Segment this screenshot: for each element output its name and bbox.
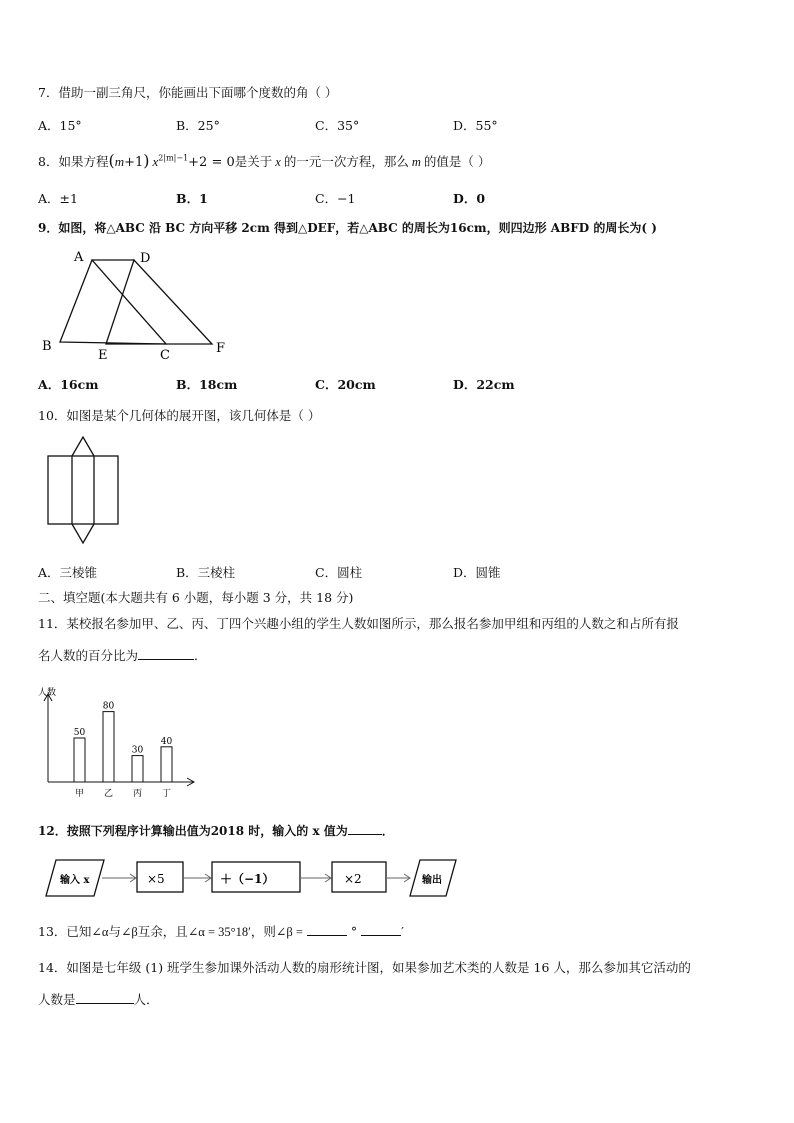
q13-minute-sign: ′ [401, 924, 404, 939]
q9-option-b: B．18cm [176, 377, 238, 392]
q14-answer-blank [76, 992, 134, 1004]
q8-eq-tail: +2 = 0 [188, 155, 235, 170]
q12-stem [38, 822, 394, 839]
q9-option-c: C．20cm [315, 377, 376, 392]
q8-eq-rparen: ) [143, 151, 150, 170]
q9-translation-figure [38, 246, 238, 366]
q8-option-b: B．1 [176, 191, 208, 206]
flow-times2-label: ×2 [344, 872, 362, 886]
q13-minute-blank [361, 924, 401, 936]
q14-line2 [38, 990, 159, 1008]
q8-var-m: m [411, 155, 421, 169]
q10-option-b: B．三棱柱 [176, 565, 236, 580]
net-top-triangle [72, 437, 94, 456]
chart-y-label: 人数 [38, 688, 57, 698]
q14-line2-text: 人数是 [38, 992, 76, 1007]
q11-line1: 11．某校报名参加甲、乙、丙、丁四个兴趣小组的学生人数如图所示，那么报名参加甲组和丙组的人数之和占所有报 [38, 616, 679, 631]
bar-value-label-3: 40 [160, 736, 173, 747]
q7-option-b: B．25° [176, 118, 220, 133]
q14-line1: 14．如图是七年级 (1) 班学生参加课外活动人数的扇形统计图，如果参加艺术类的人数是 16 人，那么参加其它活动的 [38, 960, 691, 975]
label-d: D [140, 251, 151, 266]
q8-stem-mid: 是关于 [234, 154, 273, 169]
q10-net-figure [44, 436, 124, 551]
q8-option-c: C．−1 [315, 191, 356, 206]
q12-flowchart [44, 856, 464, 900]
label-e: E [98, 348, 108, 363]
q8-var-x: x [275, 155, 281, 169]
q7-option-c: C．35° [315, 118, 360, 133]
q8-eq-x: x [152, 154, 159, 169]
q8-option-a: A．±1 [38, 191, 78, 206]
q10-option-a: A．三棱锥 [38, 565, 98, 580]
category-label-1: 乙 [103, 789, 114, 799]
q10-option-d: D．圆锥 [453, 565, 501, 580]
category-label-2: 丙 [132, 789, 143, 799]
q13-angle-beta: ∠β [120, 925, 138, 939]
q11-line2-end: ． [194, 648, 207, 663]
q12-stem-text: 12．按照下列程序计算输出值为2018 时，输入的 x 值为 [38, 824, 348, 838]
label-b: B [42, 339, 52, 354]
bar-1 [103, 712, 114, 782]
q13-mid3: ，则 [250, 924, 276, 939]
q8-stem-pre: 8．如果方程 [38, 154, 109, 169]
q13-stem [38, 922, 404, 940]
q9-stem: 9．如图，将△ABC 沿 BC 方向平移 2cm 得到△DEF，若△ABC 的周长为16cm，则四边形 ABFD 的周长为( ) [38, 221, 657, 235]
q13-angle-alpha: ∠α [91, 925, 109, 939]
triangle-abc [60, 260, 166, 344]
q8-eq-exponent: 2|m|−1 [158, 153, 189, 163]
label-c: C [160, 348, 170, 363]
category-label-3: 丁 [161, 789, 172, 799]
q11-bar-chart [36, 684, 201, 802]
q12-answer-blank [348, 823, 382, 835]
q8-eq-plus1: +1 [124, 155, 144, 170]
bar-value-label-1: 80 [102, 701, 115, 712]
net-rectangles [48, 456, 118, 524]
q13-mid2: 互余，且 [137, 924, 188, 939]
q10-option-c: C．圆柱 [315, 565, 363, 580]
flow-input-label: 输入 x [60, 875, 90, 886]
flow-times5-label: ×5 [147, 872, 165, 886]
q8-equation [108, 151, 235, 170]
q13-degree-sign: ° [350, 924, 358, 939]
q12-stem-end: ． [381, 824, 394, 838]
q13-given: ∠α = 35°18′ [187, 925, 251, 939]
q13-mid: 与 [108, 924, 121, 939]
section2-heading: 二、填空题(本大题共有 6 小题，每小题 3 分，共 18 分) [38, 590, 354, 605]
bar-3 [161, 747, 172, 782]
category-label-0: 甲 [74, 789, 85, 799]
q9-option-a: A．16cm [38, 377, 99, 392]
q9-option-d: D．22cm [453, 377, 515, 392]
q13-pre: 13．已知 [38, 924, 92, 939]
q8-option-d: D．0 [453, 191, 486, 206]
q10-stem: 10．如图是某个几何体的展开图，该几何体是（ ） [38, 408, 321, 423]
bar-value-label-2: 30 [131, 745, 144, 756]
q8-stem [38, 151, 490, 170]
flow-minus1-label: ＋（−1） [220, 872, 275, 886]
triangle-def [106, 260, 212, 344]
bar-value-label-0: 50 [73, 728, 86, 738]
q13-ask: ∠β = [275, 925, 303, 939]
q11-line2 [38, 646, 207, 664]
label-a: A [74, 250, 84, 265]
q11-line2-text: 名人数的百分比为 [38, 648, 139, 663]
q7-option-a: A．15° [38, 118, 82, 133]
q7-option-d: D．55° [453, 118, 498, 133]
bar-0 [74, 738, 85, 782]
q8-stem-mid2: 的一元一次方程，那么 [283, 154, 409, 169]
net-bottom-triangle [72, 524, 94, 543]
q11-answer-blank [138, 648, 194, 660]
q14-line2-end: 人． [133, 992, 159, 1007]
q8-eq-m: m [114, 154, 125, 169]
bar-2 [132, 756, 143, 782]
q13-degree-blank [307, 924, 347, 936]
q7-stem: 7．借助一副三角尺，你能画出下面哪个度数的角（ ） [38, 85, 338, 100]
q8-eq-lparen: ( [108, 151, 115, 170]
q8-stem-post: 的值是（ ） [423, 154, 491, 169]
label-f: F [216, 341, 226, 356]
flow-output-label: 输出 [422, 875, 442, 886]
